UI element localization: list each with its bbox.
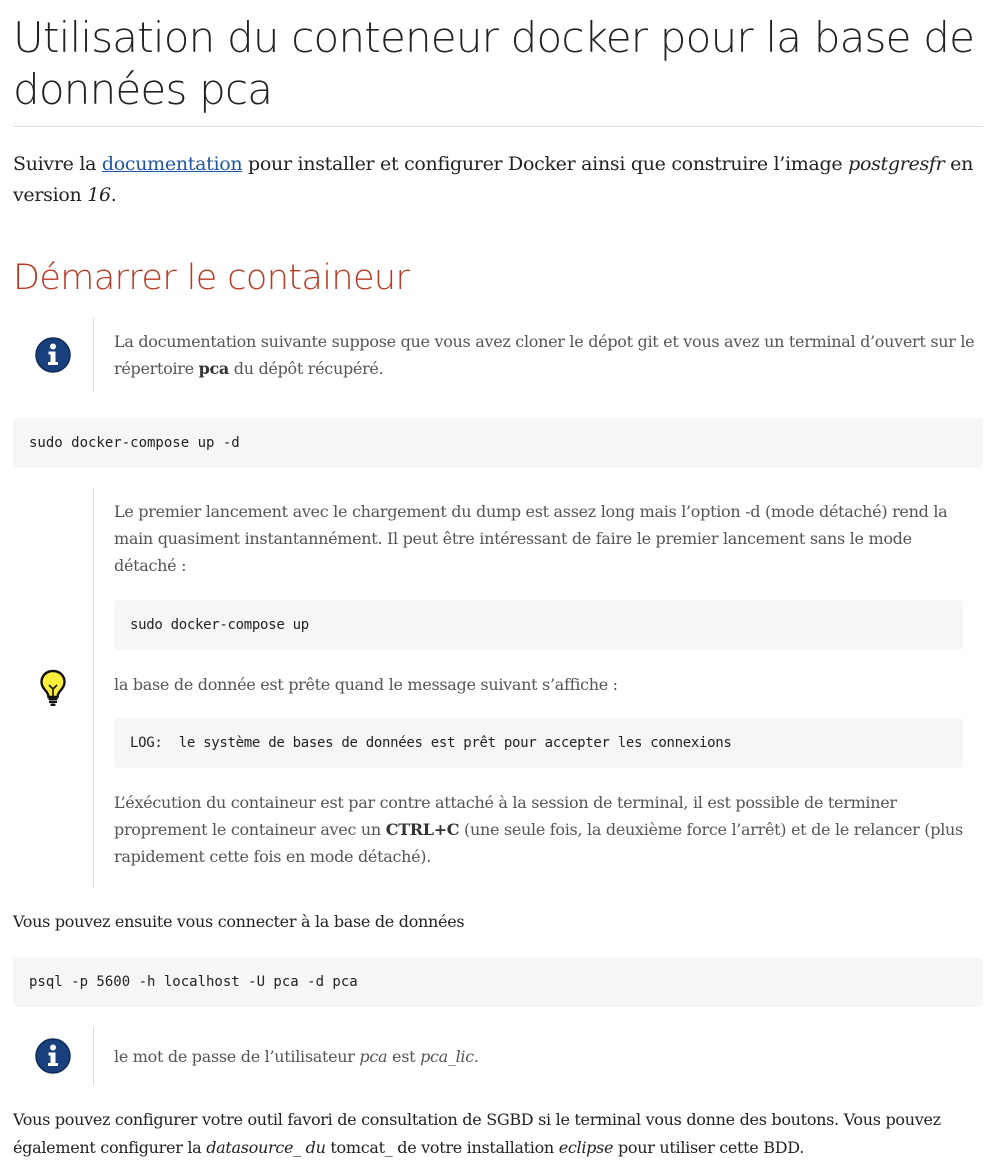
datasource-term: datasource_ du [206, 1138, 326, 1157]
info-icon [34, 1037, 72, 1075]
final-paragraph [13, 1106, 983, 1162]
tip-p3-after: (une seule fois, la deuxième force l’arrêt) et de le relancer (plus rapidement cette fois en mode détaché). [114, 820, 963, 866]
tip-paragraph-3 [114, 789, 963, 870]
password-note-icon-column [13, 1027, 94, 1085]
tip-icon-column [13, 488, 94, 888]
note-admonition [13, 318, 983, 392]
intro-text-before: Suivre la [13, 153, 102, 175]
intro-paragraph [13, 149, 983, 211]
final-text-before: Vous pouvez configurer votre outil favori de consultation de SGBD si le terminal vous donne des boutons. Vous pouvez également configurer la [13, 1110, 941, 1157]
connect-paragraph: Vous pouvez ensuite vous connecter à la base de données [13, 912, 465, 931]
intro-text-middle: en version [13, 153, 974, 206]
tip-content [94, 488, 963, 888]
password-note-text [114, 1043, 479, 1070]
intro-text-end: . [110, 184, 117, 206]
document [13, 0, 983, 1162]
code-block-log-message: LOG: le système de bases de données est prêt pour accepter les connexions [114, 718, 963, 768]
page-title: Utilisation du conteneur docker pour la base de données pca [13, 12, 983, 127]
note-content [94, 318, 983, 392]
intro-text-after: pour installer et configurer Docker ainsi que construire l’image [242, 153, 849, 175]
password-note-end: . [473, 1046, 479, 1066]
note-icon-column [13, 318, 94, 392]
info-icon [34, 336, 72, 374]
final-text-middle: tomcat_ de votre installation [325, 1138, 559, 1157]
documentation-link[interactable]: documentation [101, 153, 243, 175]
code-block-compose-up: sudo docker-compose up [114, 600, 963, 650]
tip-admonition [13, 488, 983, 888]
lightbulb-icon [38, 668, 68, 708]
final-text-end: pour utiliser cette BDD. [613, 1138, 804, 1157]
image-name: postgresfr [848, 153, 945, 175]
tip-p3-before: L’éxécution du containeur est par contre attaché à la session de terminal, il est possible de terminer proprement le containeur avec un [114, 793, 897, 839]
password-note-middle: est [387, 1046, 421, 1066]
note-text-after: du dépôt récupéré. [228, 359, 384, 378]
version-number: 16 [87, 184, 111, 206]
note-repo-name: pca [198, 359, 229, 378]
password-note-before: le mot de passe de l’utilisateur [114, 1046, 360, 1066]
tip-paragraph-1: Le premier lancement avec le chargement du dump est assez long mais l’option -d (mode détaché) rend la main quasiment instantannément. Il peut être intéressant de faire le premier lancement sans le mode détaché : [114, 502, 948, 575]
tip-paragraph-2: la base de donnée est prête quand le message suivant s’affiche : [114, 675, 618, 694]
db-user-name: pca [359, 1046, 388, 1066]
section-title: Démarrer le containeur [13, 258, 410, 298]
db-password: pca_lic [420, 1046, 474, 1066]
code-block-psql: psql -p 5600 -h localhost -U pca -d pca [13, 957, 983, 1007]
password-note-content [94, 1027, 479, 1085]
password-note-admonition [13, 1027, 983, 1085]
note-text-before: La documentation suivante suppose que vous avez cloner le dépot git et vous avez un terminal d’ouvert sur le répertoire [114, 332, 975, 378]
code-block-compose-detached: sudo docker-compose up -d [13, 418, 983, 468]
note-text [114, 328, 983, 382]
ctrl-c-shortcut: CTRL+C [385, 820, 460, 839]
eclipse-term: eclipse [558, 1138, 614, 1157]
